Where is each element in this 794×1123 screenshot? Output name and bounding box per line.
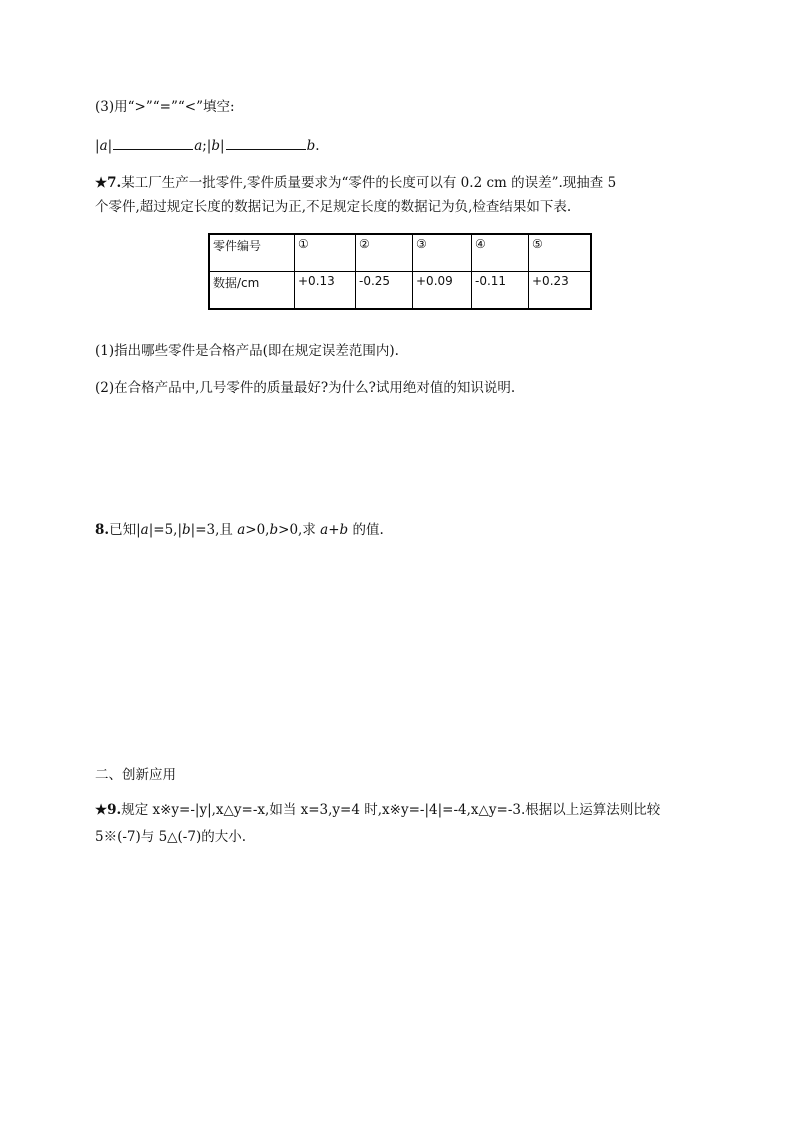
q9-line1 bbox=[95, 800, 660, 820]
var-a: a bbox=[194, 138, 203, 154]
q9-text: 规定 x※y=-|y|,x△y=-x,如当 x=3,y=4 时,x※y=-|4|=-4,x△y=-3.根据以上运算法则比较 bbox=[121, 802, 661, 818]
var-b: b bbox=[211, 138, 221, 154]
q7-sub2: (2)在合格产品中,几号零件的质量最好?为什么?试用绝对值的知识说明. bbox=[95, 380, 516, 396]
q7-text-line1 bbox=[95, 173, 616, 193]
q8-text bbox=[95, 520, 384, 540]
table-row bbox=[209, 272, 591, 310]
q7-sub1: (1)指出哪些零件是合格产品(即在规定误差范围内). bbox=[95, 343, 399, 359]
text: |=3,且 bbox=[190, 522, 238, 538]
var-a: a bbox=[99, 138, 108, 154]
q7-text: 某工厂生产一批零件,零件质量要求为“零件的长度可以有 0.2 cm 的误差”.现抽查 5 bbox=[121, 175, 617, 191]
var-b: b bbox=[306, 138, 316, 154]
section-heading: 二、创新应用 bbox=[95, 767, 176, 783]
text: 已知| bbox=[109, 522, 141, 538]
text: + bbox=[328, 522, 340, 538]
q9-line2: 5※(-7)与 5△(-7)的大小. bbox=[95, 829, 247, 845]
var-b: b bbox=[269, 522, 279, 538]
var-b: b bbox=[339, 522, 349, 538]
abs-bar: | bbox=[107, 138, 113, 154]
table-cell: -0.11 bbox=[472, 272, 529, 310]
var-a: a bbox=[320, 522, 329, 538]
table-cell: ④ bbox=[472, 234, 529, 272]
period: . bbox=[315, 138, 320, 154]
abs-bar: | bbox=[95, 138, 100, 154]
table-cell: ⑤ bbox=[529, 234, 592, 272]
table-cell: 数据/cm bbox=[209, 272, 295, 310]
q8-number: 8. bbox=[95, 522, 110, 538]
text: |=5,| bbox=[148, 522, 183, 538]
table-cell: +0.13 bbox=[295, 272, 356, 310]
table-cell: +0.23 bbox=[529, 272, 592, 310]
q9-number: ★9. bbox=[95, 802, 122, 818]
table-cell: ① bbox=[295, 234, 356, 272]
abs-bar: | bbox=[220, 138, 225, 154]
q6-part3-blanks bbox=[95, 135, 320, 156]
parts-data-table bbox=[208, 233, 592, 310]
table-cell: +0.09 bbox=[413, 272, 472, 310]
fill-blank-1[interactable] bbox=[113, 135, 193, 150]
q7-number: ★7. bbox=[95, 175, 122, 191]
table-row bbox=[209, 234, 591, 272]
table-cell: -0.25 bbox=[356, 272, 413, 310]
text: >0, bbox=[245, 522, 270, 538]
separator: ;| bbox=[202, 138, 212, 154]
text: >0,求 bbox=[278, 522, 321, 538]
var-b: b bbox=[182, 522, 191, 538]
q7-text-line2: 个零件,超过规定长度的数据记为正,不足规定长度的数据记为负,检查结果如下表. bbox=[95, 199, 572, 215]
fill-blank-2[interactable] bbox=[226, 135, 306, 150]
table-cell: 零件编号 bbox=[209, 234, 295, 272]
var-a: a bbox=[237, 522, 246, 538]
var-a: a bbox=[140, 522, 149, 538]
text: 的值. bbox=[348, 522, 384, 538]
table-cell: ② bbox=[356, 234, 413, 272]
q6-part3-prompt: (3)用“>”“=”“<”填空: bbox=[95, 99, 235, 115]
table-cell: ③ bbox=[413, 234, 472, 272]
